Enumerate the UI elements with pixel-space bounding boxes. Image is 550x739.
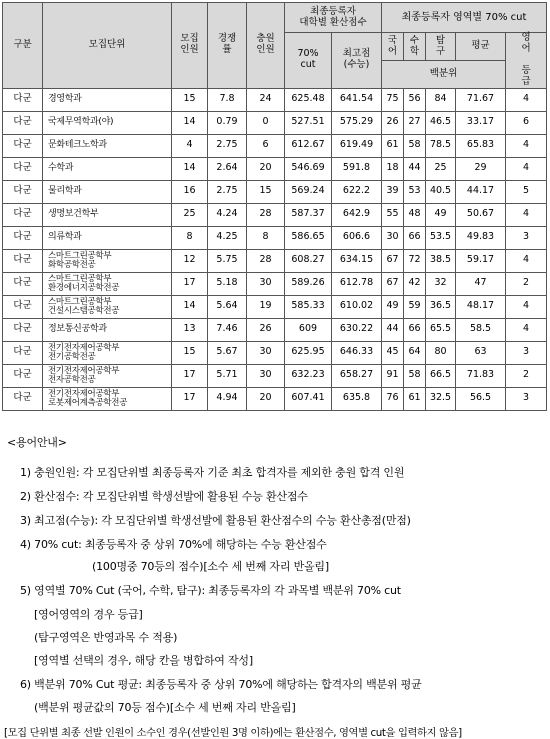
competition-cell: 5.18	[208, 272, 247, 295]
table-body	[3, 88, 547, 410]
notes-title: <용어안내>	[7, 436, 67, 449]
unit-cell	[43, 387, 172, 410]
cut70-cell: 586.65	[285, 226, 332, 249]
recruit-cell: 17	[172, 387, 208, 410]
unit-name: 로봇제어계측공학전공	[48, 397, 128, 408]
math-cell: 59	[404, 295, 426, 318]
extra-cell: 28	[247, 249, 285, 272]
note-line: (100명중 70등의 점수)[소수 세 번째 자리 반올림]	[92, 560, 329, 573]
cut70-cell: 625.48	[285, 88, 332, 111]
extra-cell: 30	[247, 272, 285, 295]
english-cell: 3	[506, 226, 547, 249]
division-cell: 다군	[3, 272, 43, 295]
inquiry-cell: 49	[426, 203, 456, 226]
english-cell: 2	[506, 364, 547, 387]
cut70-cell: 609	[285, 318, 332, 341]
cut70-cell: 625.95	[285, 341, 332, 364]
cut70-cell: 585.33	[285, 295, 332, 318]
note-line: 5) 영역별 70% Cut (국어, 수학, 탐구): 최종등록자의 각 과목별 백분위 70% cut	[20, 584, 401, 597]
english-cell: 4	[506, 157, 547, 180]
header-final-score: 최종등록자 대학별 환산점수	[285, 3, 382, 33]
unit-name: 생명보건학부	[48, 209, 99, 220]
cut70-cell: 607.41	[285, 387, 332, 410]
header-average: 평균	[456, 33, 506, 61]
competition-cell: 5.75	[208, 249, 247, 272]
average-cell: 47	[456, 272, 506, 295]
division-cell: 다군	[3, 295, 43, 318]
math-cell: 27	[404, 111, 426, 134]
average-cell: 71.67	[456, 88, 506, 111]
competition-cell: 4.94	[208, 387, 247, 410]
average-cell: 59.17	[456, 249, 506, 272]
header-english: 영 어 등 급	[506, 33, 547, 89]
unit-cell	[43, 203, 172, 226]
division-cell: 다군	[3, 387, 43, 410]
division-cell: 다군	[3, 318, 43, 341]
cut70-cell: 632.23	[285, 364, 332, 387]
division-cell: 다군	[3, 88, 43, 111]
max-cell: 658.27	[332, 364, 382, 387]
inquiry-cell: 40.5	[426, 180, 456, 203]
unit-name: 전기전자제어공학부	[48, 342, 120, 353]
max-cell: 612.78	[332, 272, 382, 295]
cut70-cell: 589.26	[285, 272, 332, 295]
unit-name: 전자공학전공	[48, 374, 96, 385]
unit-name: 전기전자제어공학부	[48, 388, 120, 399]
competition-cell: 5.71	[208, 364, 247, 387]
math-cell: 53	[404, 180, 426, 203]
recruit-cell: 17	[172, 272, 208, 295]
math-cell: 72	[404, 249, 426, 272]
korean-cell: 18	[382, 157, 404, 180]
inquiry-cell: 25	[426, 157, 456, 180]
division-cell: 다군	[3, 364, 43, 387]
header-math: 수 학	[404, 33, 426, 61]
korean-cell: 61	[382, 134, 404, 157]
table-row	[3, 249, 547, 272]
max-cell: 634.15	[332, 249, 382, 272]
unit-name: 국제무역학과(야)	[48, 117, 114, 128]
table-row	[3, 318, 547, 341]
cut70-cell: 608.27	[285, 249, 332, 272]
recruit-cell: 15	[172, 341, 208, 364]
recruit-cell: 12	[172, 249, 208, 272]
extra-cell: 26	[247, 318, 285, 341]
recruit-cell: 15	[172, 88, 208, 111]
cut70-cell: 569.24	[285, 180, 332, 203]
extra-cell: 30	[247, 364, 285, 387]
competition-cell: 7.8	[208, 88, 247, 111]
inquiry-cell: 84	[426, 88, 456, 111]
table-row	[3, 157, 547, 180]
korean-cell: 75	[382, 88, 404, 111]
extra-cell: 20	[247, 157, 285, 180]
table-row	[3, 387, 547, 410]
unit-name: 전기공학전공	[48, 351, 96, 362]
note-line: (백분위 평균값의 70등 점수)[소수 세 번째 자리 반올림]	[34, 701, 296, 714]
english-cell: 4	[506, 249, 547, 272]
unit-name: 환경에너지공학전공	[48, 282, 120, 293]
inquiry-cell: 53.5	[426, 226, 456, 249]
header-inquiry: 탐 구	[426, 33, 456, 61]
recruit-cell: 14	[172, 157, 208, 180]
header-extra: 충원 인원	[247, 3, 285, 89]
korean-cell: 49	[382, 295, 404, 318]
extra-cell: 24	[247, 88, 285, 111]
max-cell: 646.33	[332, 341, 382, 364]
header-competition: 경쟁 률	[208, 3, 247, 89]
division-cell: 다군	[3, 341, 43, 364]
korean-cell: 44	[382, 318, 404, 341]
max-cell: 575.29	[332, 111, 382, 134]
average-cell: 44.17	[456, 180, 506, 203]
competition-cell: 5.67	[208, 341, 247, 364]
header-area-cut: 최종등록자 영역별 70% cut	[382, 3, 547, 33]
unit-cell	[43, 249, 172, 272]
english-cell: 3	[506, 387, 547, 410]
note-line: 4) 70% cut: 최종등록자 중 상위 70%에 해당하는 수능 환산점수	[20, 538, 327, 551]
note-line: [영역별 선택의 경우, 해당 칸을 병합하여 작성]	[34, 654, 253, 667]
competition-cell: 5.64	[208, 295, 247, 318]
table-row	[3, 88, 547, 111]
note-line: 2) 환산점수: 각 모집단위별 학생선발에 활용된 수능 환산점수	[20, 490, 308, 503]
korean-cell: 39	[382, 180, 404, 203]
recruit-cell: 17	[172, 364, 208, 387]
math-cell: 66	[404, 226, 426, 249]
cut70-cell: 527.51	[285, 111, 332, 134]
unit-cell	[43, 295, 172, 318]
inquiry-cell: 38.5	[426, 249, 456, 272]
max-cell: 635.8	[332, 387, 382, 410]
english-cell: 5	[506, 180, 547, 203]
inquiry-cell: 32	[426, 272, 456, 295]
inquiry-cell: 65.5	[426, 318, 456, 341]
note-line: 1) 충원인원: 각 모집단위별 최종등록자 기준 최초 합격자를 제외한 충원 합격 인원	[20, 466, 405, 479]
table-row	[3, 180, 547, 203]
english-cell: 4	[506, 134, 547, 157]
competition-cell: 2.64	[208, 157, 247, 180]
korean-cell: 67	[382, 249, 404, 272]
english-cell: 4	[506, 318, 547, 341]
table-row	[3, 203, 547, 226]
math-cell: 42	[404, 272, 426, 295]
division-cell: 다군	[3, 249, 43, 272]
table-row	[3, 364, 547, 387]
unit-name: 문화테크노학과	[48, 140, 107, 151]
inquiry-cell: 66.5	[426, 364, 456, 387]
cut70-cell: 612.67	[285, 134, 332, 157]
unit-cell	[43, 134, 172, 157]
english-cell: 6	[506, 111, 547, 134]
average-cell: 58.5	[456, 318, 506, 341]
inquiry-cell: 32.5	[426, 387, 456, 410]
average-cell: 50.67	[456, 203, 506, 226]
table-row	[3, 272, 547, 295]
unit-name: 스마트그린공학부	[48, 273, 112, 284]
unit-name: 화학공학전공	[48, 259, 96, 270]
extra-cell: 6	[247, 134, 285, 157]
english-cell: 4	[506, 203, 547, 226]
unit-name: 의류학과	[48, 232, 82, 243]
header-unit: 모집단위	[43, 3, 172, 89]
note-line: 3) 최고점(수능): 각 모집단위별 학생선발에 활용된 환산점수의 수능 환산총점(만점)	[20, 514, 411, 527]
unit-name: 경영학과	[48, 94, 82, 105]
math-cell: 44	[404, 157, 426, 180]
unit-cell	[43, 180, 172, 203]
unit-name: 건설시스템공학전공	[48, 305, 120, 316]
unit-cell	[43, 111, 172, 134]
unit-name: 스마트그린공학부	[48, 250, 112, 261]
admission-results-table	[2, 2, 547, 411]
math-cell: 61	[404, 387, 426, 410]
division-cell: 다군	[3, 180, 43, 203]
header-percentile: 백분위	[382, 61, 506, 88]
recruit-cell: 14	[172, 295, 208, 318]
math-cell: 58	[404, 134, 426, 157]
unit-name: 정보통신공학과	[48, 324, 107, 335]
division-cell: 다군	[3, 157, 43, 180]
header-division: 구분	[3, 3, 43, 89]
english-cell: 2	[506, 272, 547, 295]
korean-cell: 45	[382, 341, 404, 364]
max-cell: 606.6	[332, 226, 382, 249]
average-cell: 33.17	[456, 111, 506, 134]
header-korean: 국 어	[382, 33, 404, 61]
note-line: (탐구영역은 반영과목 수 적용)	[34, 631, 178, 644]
korean-cell: 91	[382, 364, 404, 387]
average-cell: 65.83	[456, 134, 506, 157]
inquiry-cell: 78.5	[426, 134, 456, 157]
division-cell: 다군	[3, 226, 43, 249]
inquiry-cell: 36.5	[426, 295, 456, 318]
inquiry-cell: 46.5	[426, 111, 456, 134]
competition-cell: 4.25	[208, 226, 247, 249]
extra-cell: 0	[247, 111, 285, 134]
max-cell: 641.54	[332, 88, 382, 111]
math-cell: 56	[404, 88, 426, 111]
division-cell: 다군	[3, 134, 43, 157]
competition-cell: 2.75	[208, 180, 247, 203]
average-cell: 48.17	[456, 295, 506, 318]
average-cell: 71.83	[456, 364, 506, 387]
extra-cell: 8	[247, 226, 285, 249]
recruit-cell: 8	[172, 226, 208, 249]
note-line: [영어영역의 경우 등급]	[34, 608, 143, 621]
extra-cell: 28	[247, 203, 285, 226]
table-row	[3, 295, 547, 318]
table-row	[3, 341, 547, 364]
average-cell: 56.5	[456, 387, 506, 410]
korean-cell: 26	[382, 111, 404, 134]
recruit-cell: 14	[172, 111, 208, 134]
average-cell: 29	[456, 157, 506, 180]
recruit-cell: 16	[172, 180, 208, 203]
math-cell: 64	[404, 341, 426, 364]
extra-cell: 15	[247, 180, 285, 203]
table-row	[3, 111, 547, 134]
average-cell: 63	[456, 341, 506, 364]
recruit-cell: 25	[172, 203, 208, 226]
division-cell: 다군	[3, 203, 43, 226]
header-recruit: 모집 인원	[172, 3, 208, 89]
table-row	[3, 226, 547, 249]
cut70-cell: 546.69	[285, 157, 332, 180]
note-line: [모집 단위별 최종 선발 인원이 소수인 경우(선발인원 3명 이하)에는 환산점수, 영역별 cut을 입력하지 않음]	[4, 727, 462, 739]
competition-cell: 7.46	[208, 318, 247, 341]
english-cell: 3	[506, 341, 547, 364]
competition-cell: 2.75	[208, 134, 247, 157]
unit-cell	[43, 272, 172, 295]
unit-cell	[43, 364, 172, 387]
unit-cell	[43, 318, 172, 341]
unit-name: 물리학과	[48, 186, 82, 197]
max-cell: 622.2	[332, 180, 382, 203]
unit-name: 수학과	[48, 163, 74, 174]
average-cell: 49.83	[456, 226, 506, 249]
competition-cell: 4.24	[208, 203, 247, 226]
math-cell: 66	[404, 318, 426, 341]
max-cell: 619.49	[332, 134, 382, 157]
korean-cell: 30	[382, 226, 404, 249]
unit-cell	[43, 226, 172, 249]
header-max: 최고점 (수능)	[332, 33, 382, 89]
note-line: 6) 백분위 70% Cut 평균: 최종등록자 중 상위 70%에 해당하는 합격자의 백분위 평균	[20, 678, 422, 691]
inquiry-cell: 80	[426, 341, 456, 364]
competition-cell: 0.79	[208, 111, 247, 134]
division-cell: 다군	[3, 111, 43, 134]
max-cell: 610.02	[332, 295, 382, 318]
recruit-cell: 13	[172, 318, 208, 341]
max-cell: 642.9	[332, 203, 382, 226]
korean-cell: 76	[382, 387, 404, 410]
english-cell: 4	[506, 295, 547, 318]
korean-cell: 55	[382, 203, 404, 226]
unit-name: 전기전자제어공학부	[48, 365, 120, 376]
extra-cell: 19	[247, 295, 285, 318]
korean-cell: 67	[382, 272, 404, 295]
unit-cell	[43, 88, 172, 111]
math-cell: 48	[404, 203, 426, 226]
max-cell: 630.22	[332, 318, 382, 341]
unit-cell	[43, 157, 172, 180]
math-cell: 58	[404, 364, 426, 387]
unit-name: 스마트그린공학부	[48, 296, 112, 307]
english-cell: 4	[506, 88, 547, 111]
max-cell: 591.8	[332, 157, 382, 180]
unit-cell	[43, 341, 172, 364]
recruit-cell: 4	[172, 134, 208, 157]
extra-cell: 20	[247, 387, 285, 410]
table-row	[3, 134, 547, 157]
extra-cell: 30	[247, 341, 285, 364]
header-70-cut: 70% cut	[285, 33, 332, 89]
cut70-cell: 587.37	[285, 203, 332, 226]
